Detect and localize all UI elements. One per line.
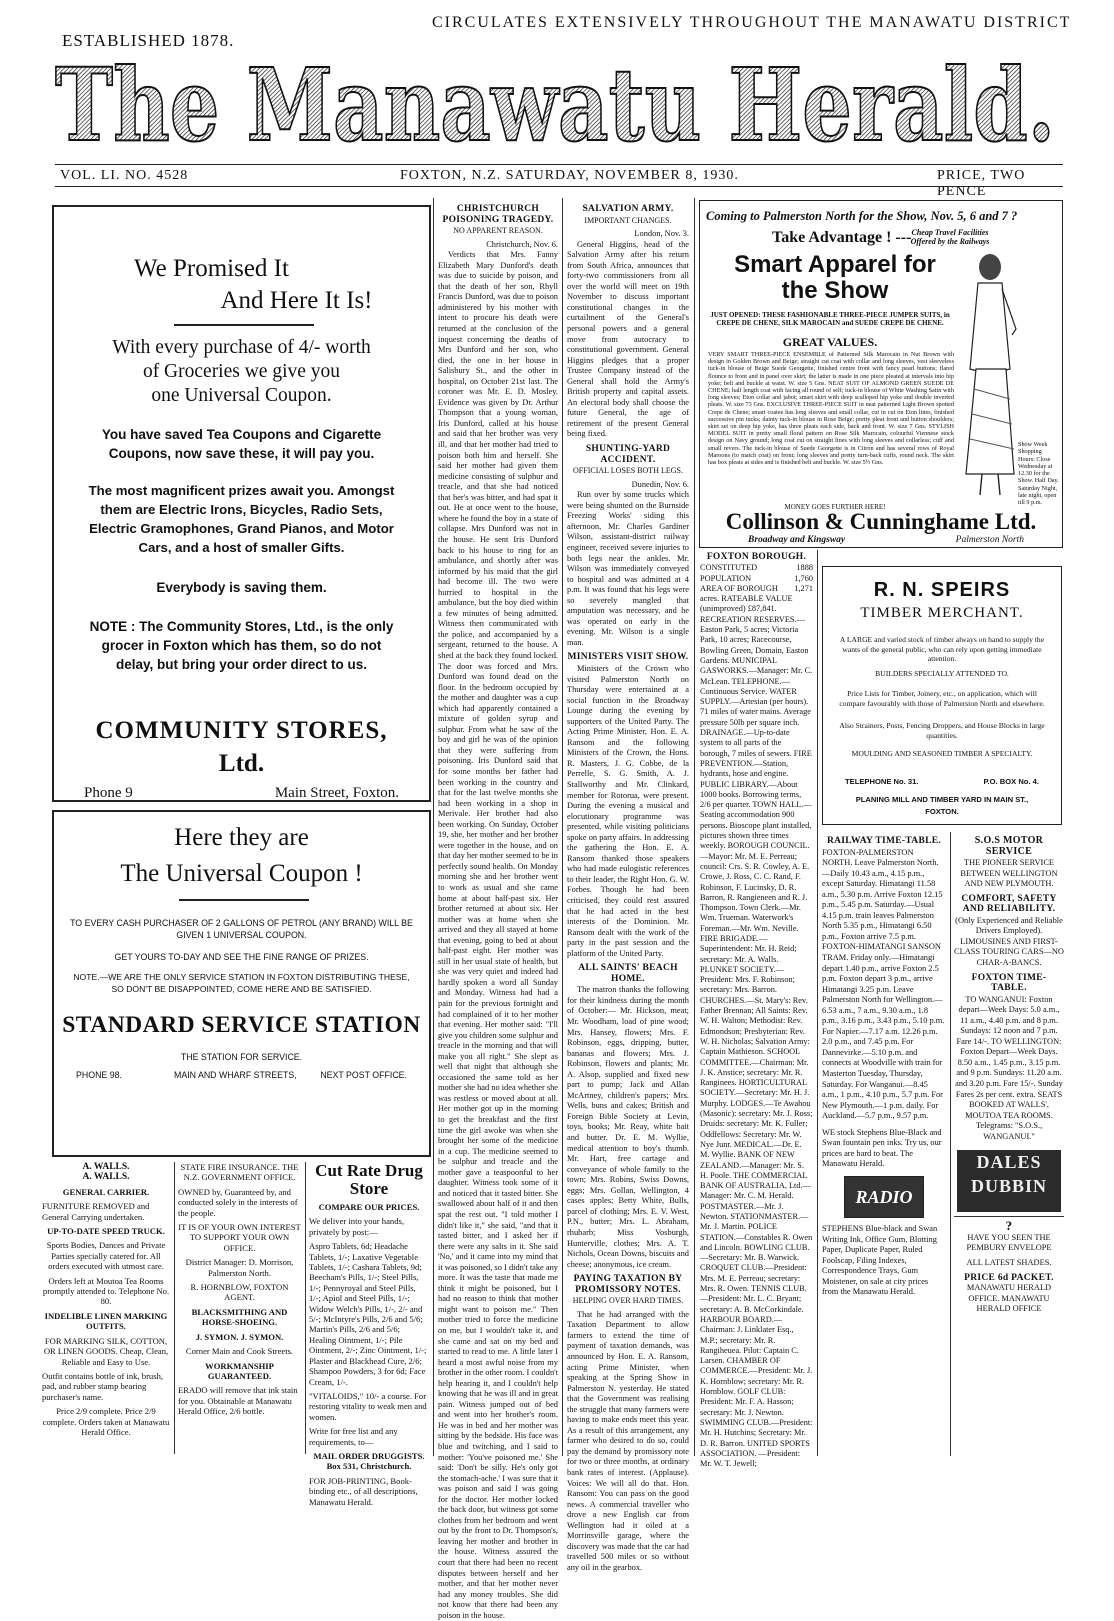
ss-headline-1: Here they are: [174, 824, 309, 851]
saved-1: You have saved Tea Coupons and Cigarette: [101, 427, 382, 442]
sos-text-2: COMFORT, SAFETY AND RELIABILITY.: [961, 893, 1057, 915]
article-2-title: SALVATION ARMY.: [582, 204, 674, 214]
ss-line-1: TO EVERY CASH PURCHASER OF 2 GALLONS OF PETROL (ANY BRAND) WILL BE: [70, 918, 413, 928]
drug-sub: COMPARE OUR PRICES.: [318, 1202, 420, 1212]
note-2: grocer in Foxton which has them, so do not: [101, 638, 382, 653]
collinson-opened: JUST OPENED: THESE FASHIONABLE THREE-PIECE JUMPER SUITS, in CREPE DE CHENE, SILK MAROCAIN and SUEDE CREPE DE CHENE.: [710, 311, 950, 327]
collinson-money: MONEY GOES FURTHER HERE!: [784, 503, 886, 511]
railway-title: RAILWAY TIME-TABLE.: [826, 836, 942, 846]
collinson-addr-1: Broadway and Kingsway: [748, 535, 846, 545]
ss-tagline: THE STATION FOR SERVICE.: [180, 1052, 303, 1062]
borough-text: acres. RATEABLE VALUE (unimproved) £87,841. RECREATION RESERVES.—Easton Park, 5 acres; Victoria Park, 10 acres; Racecourse, Bowling Green, Domain, Easton Gardens. MUNICIPAL GASWORKS.—Manager: Mr. C. McLean. TELEPHONE.—Continuous Service. WATER SUPPLY.—Artesian (per hours). 71 miles of water mains. Average pressure 50lb per square inch. DRAINAGE.—Up-to-date system to all parts of the borough, 7 miles of sewers. FIRE PREVENTION.—Station, hydrants, hose and engine. PUBLIC LIBRARY.—About 1000 books. Borrowing terms, 2/6 per quarter. TOWN HALL.—Seating accommodation 900 persons. Bioscope plant installed, pictures shown three times weekly. BOROUGH COUNCIL.—Mayor: Mr. M. E. Perreau; council: Crs. S. R. Cowley, A. E. Crowe, J. Ross, C. C. Rand, F. Robinson, F. Lucinsky, D. R. Barron, R. Rangieneen and R. J. Thompson. Town Clerk.—Mr. Wm. Trueman. Waterwork's Foreman.—Mr. Wm. Neville. FIRE BRIGADE.—Superintendent: Mr. H. Reid; secretary: Mr. A. Walls. PLUNKET SOCIETY.—President: Mrs. F. Robinson; secretary: Mrs. Barron. CHURCHES.—St. Mary's: Rev. Father Brennan; All Saints: Rev. W. H. Walton; Methodist: Rev. Edmondson; Presbyterian: Rev. W. H. Nicholas; Salvation Army: Captain Mathieson. SCHOOL COMMITTEE.—Chairman: Mr. J. K. Anstice; secretary: Mr. R. Ranginees. HORTICULTURAL SOCIETY.—Secretary: Mr. H. J. Murphy. LODGES.—Te Awahou (Masonic): secretary: Mr. J. Ross; Druids: secretary: Mr. K. Fuller; Oddfellows: Secretary: Mr. W. Nye Junr. MEDICAL.—Dr. E. M. Wyllie. BANK OF NEW ZEALAND.—Manager: Mr. S. H. Poole. THE COMMERCIAL BANK OF AUSTRALIA, Ltd.—Manager: Mr. C. M. Herald. POSTMASTER.—Mr. J. Newton. STATIONMASTER.—Mr. J. Martin. POLICE STATION.—Constables R. Owen and Lincoln. BOWLING CLUB.—Secretary: Mr. B. Warwick. CROQUET CLUB.—President: Mrs. M. E. Perreau; secretary: Mrs. R. Owen. TENNIS CLUB.—President: Mr. L. C. Bryant; secretary: A. B. McCorkindale. HARBOUR BOARD.—Chairman: J. Linklater Esq., M.P.; secretary: Mr. R. Rangiheuea. Pilot: Captain C. Larsen. CHAMBER OF COMMERCE.—President: Mr. J. K. Hornblow; secretary: Mr. R. Hornblow. GOLF CLUB: President: Mr. F. A. Hasson; secretary: Mr. J. Newton. SWIMMING CLUB.—President: Mr. H. Hutchins; Secretary: Mr. D. R. Barron. UNITED SPORTS ASSOCIATION. —President: Mr. W. T. Jewell;: [700, 594, 813, 1469]
drug-body-1: We deliver into your hands, privately by post:—: [309, 1216, 405, 1237]
beach-home-text: The matron thanks the following for their kindness during the month of October:— Mr. Hickson, meat; Mr. Woodham, load of pine wood; Mrs. Hansey, flowers; Mrs. F. Robinson, eggs, dripping, butter, bananas and flowers; Mrs. J. Robinson, flowers and plants; Mr. A. Alsop, supplied and fixed new part to pump; Jack and Allan McArtney, children's papers; Mrs. Wells, buns and cakes; British and Foreign Bible Society at Levin, toys, books; Mr. Reay, white bait and butter. Dr. E. M. Wyllie, medical attention to boy's thumb. Mr. Hart, free cartage and conveyance of whole family to the town; Mrs. Robins, Swiss Downs, eggs; Mrs. Gollan, Wellington, 4 cases apples; Betty White, Bulls, parcel of clothing; Mrs. E. V. West, P.N., butter; Mrs. L. Abraham, rhubarb; Miss Vosburgh, Hunterville, clothes; Mrs. A. T. Nichols, Ocean Downs, biscuits and cheese; anonymous, ice cream.: [567, 985, 689, 1269]
prizes-3: Electric Gramophones, Grand Pianos, and Motor: [89, 521, 394, 536]
walls-body-2: UP-TO-DATE SPEED TRUCK.: [47, 1226, 165, 1237]
circulation-line: CIRCULATES EXTENSIVELY THROUGHOUT THE MANAWATU DISTRICT: [432, 14, 1072, 31]
dales-dubbin-ad: [957, 1150, 1061, 1212]
community-stores-ad: [52, 205, 431, 802]
speirs-body-2: BUILDERS SPECIALLY ATTENDED TO.: [875, 669, 1009, 678]
insurance-body-1: OWNED by, Guaranteed by, and conducted solely in the interests of the people.: [178, 1186, 298, 1218]
article-poisoning: [438, 200, 559, 1620]
walls-body-4: Orders left at Moutoa Tea Rooms promptly attended to. Telephone No. 80.: [42, 1275, 170, 1307]
prizes-2: them are Electric Irons, Bicycles, Radio Sets,: [100, 502, 383, 517]
speirs-yard-1: PLANING MILL AND TIMBER YARD IN MAIN ST.,: [855, 795, 1029, 804]
ad-headline-2: And Here It Is!: [220, 287, 373, 314]
envelope-line-2: ALL LATEST SHADES.: [966, 1257, 1052, 1267]
erado-ad: ERADO will remove that ink stain for you. Obtainable at Manawatu Herald Office, 2/6 bottle.: [178, 1385, 298, 1417]
taxation-text: That he had arranged with the Taxation Department to allow farmers to extend the time of payment of taxation demands, was announced by Hon. E. A. Ransom, acting Prime Minister, when speaking at the Spring Show in Palmerston N. yesterday. He stated that the Government was realising the struggle that many farmers were having to make ends meet this year. As a result of this arrangement, any farmer who desired to do so, could pay the demand by promissory note for two or three months, at ordinary bank rates of interest. (Applause). Voices: We will all do that. Hon. Ransom: You can pass on the good news. A commercial traveller who drove a new English car from Wellington had it oiled at a Morrinsville garage, where the discovery was made that the car had travelled 500 miles or so without any oil in the gearbox.: [567, 1309, 689, 1572]
ss-headline-2: The Universal Coupon !: [120, 860, 363, 887]
walls-body-1: FURNITURE REMOVED and General Carrying undertaken.: [42, 1201, 150, 1222]
walls-body-3: Sports Bodies, Dances and Private Parties specially catered for. All orders executed with utmost care.: [46, 1240, 166, 1272]
col-rule: [305, 1162, 306, 1454]
shunting-title: SHUNTING-YARD ACCIDENT.: [585, 444, 671, 465]
col-rule: [950, 832, 951, 1456]
rule-top: [55, 164, 1063, 165]
ss-name: STANDARD SERVICE STATION: [62, 1012, 421, 1038]
collinson-name: Collinson & Cunninghame Ltd.: [725, 509, 1037, 534]
article-1-sub: NO APPARENT REASON.: [453, 226, 543, 236]
price: PRICE, TWO PENCE: [937, 168, 1026, 199]
taxation-sub: HELPING OVER HARD TIMES.: [572, 1296, 684, 1306]
question-mark: ?: [1005, 1218, 1013, 1234]
insurance-body-2: IT IS OF YOUR OWN INTEREST TO SUPPORT YOUR OWN OFFICE.: [178, 1222, 301, 1253]
collinson-cheap: Cheap Travel Facilities Offered by the Railways: [910, 228, 990, 246]
everybody-saving: Everybody is saving them.: [156, 580, 327, 595]
dales-word: DALES: [976, 1152, 1042, 1173]
standard-service-ad: [52, 810, 431, 1157]
envelope-line-1: HAVE YOU SEEN THE PEMBURY ENVELOPE: [966, 1232, 1052, 1253]
shunting-dateline: Dunedin, Nov. 6.: [631, 479, 689, 489]
sos-text-4: TO WANGANUI: Foxton depart—Week Days: 5.0 a.m., 11 a.m., 4.40 p.m. and 8 p.m. Sundays: 12 noon and 7 p.m. Fare 14/-. TO WELLINGTON: Foxton Depart—Week Days. 8.50 a.m., 1.45 p.m., 3.15 p.m. and 9 p.m. Sundays: 11.20 a.m. and 3.20 p.m. Fare 15/-. Sunday Fares 2s per cent. extra. SEATS BOOKED AT WALLS', MOUTOA TEA ROOMS. Telegrams: "S.O.S., WANGANUI.": [955, 994, 1063, 1141]
note-1: NOTE : The Community Stores, Ltd., is the only: [89, 619, 394, 634]
article-1-text: Verdicts that Mrs. Fanny Elizabeth Mary Dunford's death was due to suicide by poison, and that the death of her son, Rhyll Francis Dunford, was due to poison administered by his mother with intent to procure his death were returned at the conclusion of the inquest concerning the deaths of Mrs Dunford and her son, who died, the one in her house in Salisbury St., and the other in hospital, on October 21st last. The coroner was Mr. E. D. Mosley. Evidence was given by Dr. Arthur Thompson that a young woman, Iris Dunford, called at his house and said that her brother was very ill, and that her mother had tried to poison both him and herself. She said her mother had given them medicine consisting of sulphur and treacle, and that she had noticed that her's was bitter, and had spat it out. He at once went to the house, where he found the boy in a state of collapse. Mrs Dunford was not in the house. He sent Iris Dunford back to his house to ring for an ambulance, and shortly after was informed by his maid that the girl had become ill. The two were hurried to hospital in the ambulance, but the boy died within a few minutes of being admitted. Witness then communicated with the police, and accompanied by a sergeant, returned to the house. A shed at the back they found locked. The door was forced and Mrs. Dunford was found dead on the floor. In the bedroom occupied by the mother and daughter was a cup which had apparently contained a mixture of golden syrup and sulphur. From what he saw of the boy and girl he was of the opinion that they were suffering from poisoning. Iris Dunford said that for some months her father had been working in the country and that for the last twelve months she had been working in a shop in Merivale. Her brother had also been working. On Sunday, October 19, she, her mother and her brother were together in the house, and on that day her mother seemed to be in perfectly sound health. On Monday morning she and her brother went to work as usual and she came home at about half-past six. Her brother returned at about six. Her mother was at home when she arrived and they all stayed at home that evening, going to bed at about half-past eight. Her mother was still in her usual state of health, but she was very quiet and indeed had hardly spoken a word all Sunday and Monday. Witness had had a pain for the previous fortnight and had complained of it to her mother that evening. Her mother said: "I'll give you children some sulphur and treacle in the morning and that will make you all right." She slept as well that night that although she occasioned the same told as her mother she had no idea whether she was restless or moved about at all. Her mother got up in the morning to get the breakfast and the first time the girl awoke was when she brought her some of the medicine in a cup. The medicine seemed to be sulphur and treacle and the mother gave a teaspoonful to her daughter. Witness took some of it and noticed that it tasted bitter. She swallowed about half of it and then spat the rest out. "I told mother I didn't like it," she said, "and that it tasted bitter, and I asked her if there were any salts in it. She said 'No,' and it came into my mind that it was poisoned, so I didn't take any more. It was the taste that made me think it might be poisoned, but I had no reason to think that mother might want to poison me." Then mother tried to force the medicine on me, but I wouldn't take it, and she came and sat on my bed and started to read to me. A little later I heard a most awful noise from my brother in the other room. I couldn't help hearing it, and I couldn't help knowing that he was ill and in great pain. Witness jumped out of bed and went into her brother's room. He was in bed and her mother was sitting by the bedside. His face was blue and twitching, and I said to mother: 'You've poisoned me.' She said: 'Don't be silly. He's only got the stomach-ache.' I was sure that it was poison and said I was going for the doctor. Her mother locked the back door, but witness got some clothes from her bedroom and went out by the front to Dr. Thompson's, leaving her mother and brother in the house. Witness assured the court that there had been no recent disputes between herself and her mother, and that her mother never had any money troubles. She did not know that there had been any poison in the house.: [438, 250, 559, 1620]
ss-line-3: GET YOURS TO-DAY AND SEE THE FINE RANGE OF PRIZES.: [114, 952, 369, 962]
masthead-title: The Manawatu Herald.: [55, 46, 1055, 164]
taxation-title: PAYING TAXATION BY PROMISSORY NOTES.: [573, 1274, 683, 1295]
speirs-body-1: A LARGE and varied stock of timber always on hand to supply the wants of the general public, who can rely upon getting immediate attention.: [839, 635, 1045, 664]
walls-title-2: INDELIBLE LINEN MARKING OUTFITS.: [44, 1310, 168, 1332]
blacksmith-address: Corner Main and Cook Streets.: [185, 1346, 294, 1357]
borough-row: [700, 574, 813, 584]
borough-row: [700, 563, 813, 573]
drug-body-5: MAIL ORDER DRUGGISTS. Box 531, Christchurch.: [313, 1450, 425, 1472]
walls-title: GENERAL CARRIER.: [62, 1186, 150, 1197]
ss-line-2: GIVEN 1 UNIVERSAL COUPON.: [176, 930, 307, 940]
sos-motor-service: [954, 832, 1064, 1456]
collinson-smart-1: Smart Apparel for: [734, 251, 936, 278]
insurance-body-3: District Manager: D. Morrison, Palmerston North.: [185, 1257, 294, 1278]
masthead: [50, 46, 1060, 164]
article-salvation: [567, 200, 689, 1572]
collinson-addr-2: Palmerston North: [955, 535, 1024, 545]
collinson-top: Coming to Palmerston North for the Show, Nov. 5, 6 and 7 ?: [706, 209, 1018, 223]
blacksmith-name: J. SYMON. J. SYMON.: [195, 1331, 284, 1342]
speirs-body-3: Price Lists for Timber, Joinery, etc., on application, which will compare favourably with those of Palmerston North and elsewhere.: [839, 689, 1045, 708]
col-rule: [174, 1162, 175, 1454]
ministers-title: MINISTERS VISIT SHOW.: [567, 652, 689, 663]
envelope-line-3: PRICE 6d PACKET.: [964, 1272, 1054, 1283]
col-rule: [562, 198, 563, 1456]
borough-title: FOXTON BOROUGH.: [706, 552, 807, 562]
ss-address: MAIN AND WHARF STREETS,: [174, 1070, 297, 1080]
shunting-sub: OFFICIAL LOSES BOTH LEGS.: [573, 466, 683, 476]
borough-row-value: 1888: [796, 563, 813, 573]
stephens-ad: WE stock Stephens Blue-Black and Swan fountain pen inks. Try us, our prices are hard to beat. The Manawatu Herald.: [822, 1127, 942, 1169]
speirs-yard-2: FOXTON.: [925, 807, 959, 816]
envelope-line-4: MANAWATU HERALD OFFICE. MANAWATU HERALD OFFICE: [966, 1283, 1052, 1314]
dateline: FOXTON, N.Z. SATURDAY, NOVEMBER 8, 1930.: [400, 168, 739, 183]
article-2-sub: IMPORTANT CHANGES.: [584, 215, 672, 225]
blacksmith-guarantee: WORKMANSHIP GUARANTEED.: [205, 1360, 274, 1381]
store-ltd: Ltd.: [218, 750, 265, 777]
radio-logo: RADIO: [844, 1176, 924, 1218]
collinson-smart-2: the Show: [781, 277, 889, 304]
railway-text: FOXTON-PALMERSTON NORTH. Leave Palmerston North.—Daily 10.43 a.m., 4.15 p.m., except Saturday. Himatangi 11.58 a.m., 5.30 p.m. Arrive Foxton 12.15 p.m., 5.45 p.m. Saturday.—Usual 4.15 p.m. train leaves Palmerston North 5.35 p.m., Himatangi 6.50 p.m., Foxton arrive 7.5 p.m. FOXTON-HIMATANGI SANSON TRAM. Friday only.—Himatangi depart 1.40 p.m., arrive Foxton 2.5 p.m. Foxton depart 3 p.m., arrive Himatangi 3.25 p.m. Leave Palmerston North for Wellington.—6.53 a.m., 7 a.m., 9.30 a.m., 1.8 p.m., 3.16 p.m., 3.43 p.m., 5.10 p.m. For Napier.—7.17 a.m. 12.26 p.m. 2.0 p.m., and 7.45 p.m. For Dannevirke.—5.10 p.m. and connects at Woodville with train for Masterton Tuesday, Thursday, Saturday. For Wanganui.—8.45 a.m., 1 p.m., 4.10 p.m., 5.7 p.m. For New Plymouth.—1 p.m. daily. For Auckland.—5.7 p.m., 9.57 p.m.: [822, 847, 945, 1121]
borough-row: [700, 584, 813, 594]
offer-1: With every purchase of 4/- worth: [112, 337, 371, 358]
walls-body-6: Outfit contains bottle of ink, brush, pad, and rubber stamp bearing purchaser's name.: [42, 1370, 164, 1402]
sos-text: THE PIONEER SERVICE BETWEEN WELLINGTON AND NEW PLYMOUTH.: [960, 858, 1058, 889]
speirs-name: R. N. SPEIRS: [873, 579, 1011, 601]
sos-timetable-title: FOXTON TIME-TABLE.: [971, 972, 1047, 994]
borough-row-label: POPULATION: [700, 573, 752, 583]
store-address: Main Street, Foxton.: [274, 785, 399, 801]
ad-divider: [174, 324, 314, 326]
drug-title-1: Cut Rate Drug: [315, 1161, 423, 1180]
drug-body-3: "VITALOIDS," 10/- a course. For restoring vitality to weak men and women.: [309, 1390, 427, 1422]
established-line: ESTABLISHED 1878.: [62, 31, 235, 50]
ss-next: NEXT POST OFFICE.: [320, 1070, 407, 1080]
ad-headline-1: We Promised It: [134, 255, 289, 282]
offer-2: of Groceries we give you: [142, 361, 341, 382]
article-1-title: CHRISTCHURCH POISONING TRAGEDY.: [442, 204, 554, 225]
walls-name-1: A. WALLS.: [82, 1162, 130, 1172]
collinson-body: VERY SMART THREE-PIECE ENSEMBLE of Patterned Silk Marocain in Nut Brown with design in Golden Brown and Beige; straight cut coat with collar and long sleeves, vest sleeveless tuck-in blouse of Beige Suede Georgette, finished centre front with fancy pearl buttons; flared flounce to front and in panel over skirt; the latter is made in one piece pleated at intervals into hip yoke; belt and buckle at waist. W. size 5 Gns. NEAT SUIT OF ALMOND GREEN SUEDE DE CHENE; half length coat with facing all round of self; tuck-in blouse of White Washing Satin with long sleeves; Eton collar and jabot; smart skirt with deep scalloped hip yoke and double inverted pleats. W. size 73 Gns. EXCLUSIVE THREE-PIECE SUIT in neat patterned Light Brown spotted Crepe de Chene; smart coatee has long sleeves and small collar, cut in cut on Eton lines, finished successive pin tucks; dainty tuck-in blouse in Rose Beige; pretty pleat front and button shoulders; skirt set on deep hip yoke, has three pleats each side, back and front. W. size 7 Gns. STYLISH MODEL SUIT in pretty small floral pattern on Rose Silk Marocain, colourful Viennese stock design on Navy ground; long coat cut on straight lines with long sleeves and collarless; cuff and small revers. The tuck-in blouse of Suede Georgette is in Citron and has several rows of Royal Maroons (to match coat) on front; long sleeves and pretty turn-back cuffs, round neck. The skirt has box pleats at sides and is finished belt and buckle. W. size 5½ Gns.: [708, 351, 954, 467]
drug-title-2: Store: [349, 1179, 389, 1198]
saved-2: Coupons, now save these, it will pay you.: [108, 446, 375, 461]
article-2-dateline: London, Nov. 3.: [634, 229, 689, 239]
borough-row-value: 1,760: [794, 573, 813, 583]
col-rule: [433, 198, 434, 1456]
col-rule: [817, 550, 818, 1456]
article-1-dateline: Christchurch, Nov. 6.: [486, 239, 558, 249]
ss-line-5: SO DON'T BE DISAPPOINTED, COME HERE AND BE SATISFIED.: [111, 984, 372, 994]
drug-body-4: Write for free list and any requirements, to—: [309, 1426, 398, 1447]
walls-name-2: A. WALLS.: [82, 1172, 130, 1183]
railway-timetable: [822, 832, 946, 1456]
speirs-tel: TELEPHONE No. 31.: [845, 777, 919, 786]
store-phone: Phone 9: [84, 785, 133, 801]
foxton-borough: [700, 550, 813, 1469]
shunting-text: Run over by some trucks which were being shunted on the Burnside Freezing Works' siding this afternoon, Mr. Charles Gardiner Wilson, assistant-district railway engineer, received severe injuries to both legs near the ankles. Mr. Wilson was immediately conveyed to hospital and was admitted at 4 p.m. It was found that his legs were so severely mangled that amputation was necessary, and he was operated on early in the evening. Mr. Wilson is a single man.: [567, 490, 689, 647]
collinson-great: GREAT VALUES.: [782, 335, 878, 349]
ministers-text: Ministers of the Crown who visited Palmerston North on Thursday were entertained at a social function in the Broadway Lounge during the evening by supporters of the United Party. The Acting Prime Minister, Hon. E. A. Ransom and the following Ministers of the Crown, the Hons. R. Masters, J. G. Cobbe, de la Perrelle, S. G. Smith, A. J. Stallworthy and Mr. Clinkard, member for Rotorua, were present. During the evening a musical and elocutionary programme was presented, while visiting politicians spoke on party affairs. In addressing the gathering the Hon. E. A. Ransom thanked those speakers who had made eulogistic references to their leader, the Right Hon. G. W. Forbes. Though he had been criticised, they could rest assured that he had acted in the best interests of the Dominion. Mr. Ransom dealt with the work of the party in the past session and the platform of the United Party.: [567, 663, 689, 958]
dubbin-word: DUBBIN: [970, 1176, 1047, 1197]
blacksmith-title: BLACKSMITHING AND HORSE-SHOEING.: [191, 1306, 288, 1328]
ss-phone: PHONE 98.: [76, 1070, 122, 1080]
prizes-1: The most magnificent prizes await you. Amongst: [88, 483, 395, 498]
speirs-body-5: MOULDING AND SEASONED TIMBER A SPECIALTY.: [851, 749, 1033, 758]
drug-store-column: [309, 1161, 429, 1507]
volume: VOL. LI. NO. 4528: [60, 168, 189, 183]
ss-divider: [179, 899, 309, 901]
note-3: delay, but bring your order direct to us.: [115, 657, 368, 672]
sos-title: S.O.S MOTOR SERVICE: [974, 835, 1044, 857]
collinson-ad: [699, 200, 1063, 548]
insurance-title: STATE FIRE INSURANCE. THE N.Z. GOVERNMENT OFFICE.: [180, 1162, 299, 1183]
speirs-trade: TIMBER MERCHANT.: [860, 605, 1024, 621]
speirs-ad: [822, 566, 1062, 825]
speirs-box: P.O. BOX No. 4.: [983, 777, 1039, 786]
borough-row-label: AREA OF BOROUGH: [700, 583, 778, 593]
offer-3: one Universal Coupon.: [151, 385, 332, 406]
borough-row-label: CONSTITUTED: [700, 563, 758, 573]
collinson-side: Show Week Shopping Hours: Close Wednesday at 12.30 for the Show. Half Day. Saturday Night, late night, open till 9 p.m.: [1018, 441, 1059, 507]
walls-body-5: FOR MARKING SILK, COTTON, OR LINEN GOODS. Cheap, Clean, Reliable and Easy to Use.: [43, 1335, 169, 1367]
prizes-4: Cars, and a host of smaller Gifts.: [138, 540, 345, 555]
store-name: COMMUNITY STORES,: [95, 717, 388, 744]
speirs-body-4: Also Strainers, Posts, Fencing Droppers, and House Blocks in large quantities.: [839, 721, 1045, 740]
ss-line-4: NOTE.—WE ARE THE ONLY SERVICE STATION IN FOXTON DISTRIBUTING THESE,: [73, 972, 410, 982]
rule-bottom: [55, 186, 1063, 187]
fashion-figure-illustration: [954, 249, 1020, 499]
collinson-take: Take Advantage ! ---: [772, 229, 912, 246]
col-rule: [694, 198, 695, 1456]
insurance-body-4: R. HORNBLOW, FOXTON AGENT.: [190, 1282, 289, 1303]
drug-body-2: Aspro Tablets, 6d; Headache Tablets, 1/-; Laxative Vegetable Tablets, 1/-; Cashara Tablets, 9d; Beecham's Pills, 1/-; Steel Pills, 1/-; Pennyroyal and Steel Pills, 1/-; Apiol and Steel Pills, 1/-; Widow Welch's Pills, 1/-, 2/- and 5/-; McIntyre's Pills, 2/6 and 5/6; Martin's Pills, 2/6 and 5/6; Healing Ointment, 1/-; Pile Ointment, 2/-; Zinc Ointment, 1/-; Plaster and Blackhead Cure, 2/6; Shampoo Powders, 3 for 6d; Face Cream, 1/-.: [309, 1241, 427, 1387]
walls-body-7: Price 2/9 complete. Price 2/9 complete. Orders taken at Manawatu Herald Office.: [42, 1406, 170, 1437]
article-2-text: General Higgins, head of the Salvation Army after his return from South Africa, announces that forty-two commissioners from all over the world will meet on 19th November to discuss important constitutional changes in the curtailment of the General's personal powers and a general move from autocracy to constitutional government. General Higgins pledges that a proper Trustee Company instead of the General shall hold the Army's British property and capital assets. An electoral body shall choose the future General, the age of retirement of the present General being fixed.: [567, 239, 689, 439]
beach-home-title: ALL SAINTS' BEACH HOME.: [578, 963, 678, 984]
walls-column: [42, 1162, 170, 1457]
stephens-ad-2: STEPHENS Blue-black and Swan Writing Ink, Office Gum, Blotting Paper, Duplicate Paper, Ruled Foolscap, Filing Indexes, Correspondence Trays, Gum Moistener, on sale at city prices from the Manawatu Herald.: [822, 1223, 938, 1297]
sos-text-3: (Only Experienced and Reliable Drivers Employed). LIMOUSINES AND FIRST-CLASS TOURING CARS—NO CHAR-A-BANCS.: [954, 915, 1064, 968]
drug-body-6: FOR JOB-PRINTING, Book-binding etc., of all descriptions, Manawatu Herald.: [309, 1475, 418, 1507]
insurance-column: [178, 1162, 301, 1457]
borough-row-value: 1,271: [794, 583, 813, 593]
